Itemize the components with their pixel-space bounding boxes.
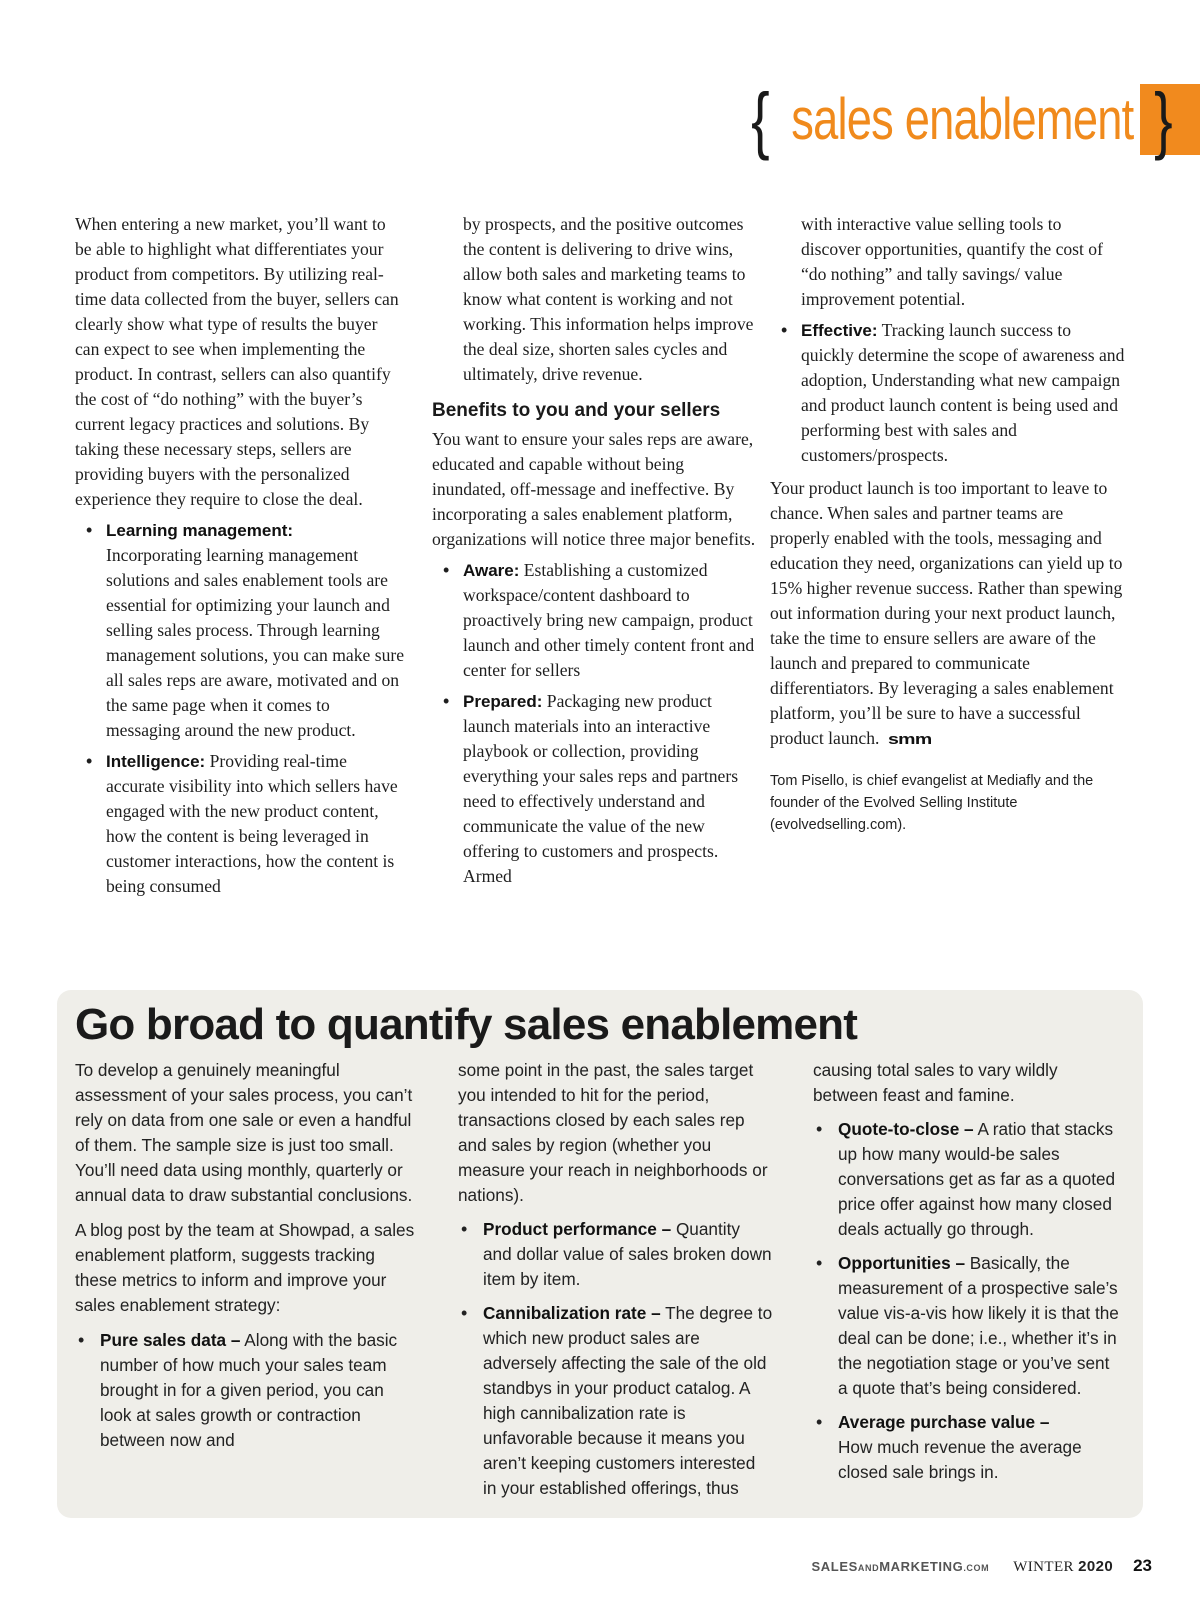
bullet-lead: Quote-to-close – bbox=[838, 1119, 974, 1139]
sidebar-bullet-list bbox=[813, 1058, 1123, 1485]
benefits-paragraph: You want to ensure your sales reps are aware, educated and capable without being inundated, off-message and ineffective. By incorporating a sales enablement platform, organizations will notice three major benefits. bbox=[432, 429, 756, 549]
sidebar-title: Go broad to quantify sales enablement bbox=[75, 1000, 858, 1049]
bullet-list bbox=[770, 318, 1125, 468]
continued-paragraph: with interactive value selling tools to discover opportunities, quantify the cost of “do nothing” and tally savings/ value improvement potential. bbox=[801, 214, 1103, 309]
site-name bbox=[812, 1559, 990, 1574]
list-item bbox=[770, 318, 1125, 468]
issue-season: WINTER bbox=[1013, 1559, 1074, 1575]
bullet-lead: Prepared: bbox=[463, 692, 543, 711]
bullet-text: Establishing a customized workspace/content dashboard to proactively bring new campaign, product launch and other timely content front and center for sellers bbox=[463, 560, 755, 680]
article-column-3 bbox=[770, 212, 1125, 836]
bullet-lead: Aware: bbox=[463, 561, 520, 580]
list-item bbox=[458, 1217, 773, 1292]
list-item bbox=[75, 1328, 415, 1453]
sidebar-column-1 bbox=[75, 1058, 415, 1462]
bullet-text: How much revenue the average closed sale brings in. bbox=[838, 1437, 1082, 1482]
bullet-lead: Intelligence: bbox=[106, 752, 206, 771]
continued-paragraph: by prospects, and the positive outcomes the content is delivering to drive wins, allow both sales and marketing teams to know what content is working and not working. This information helps improve the deal size, shorten sales cycles and ultimately, drive revenue. bbox=[463, 214, 754, 384]
sidebar-bullet-list bbox=[458, 1058, 773, 1501]
subhead: Benefits to you and your sellers bbox=[432, 400, 721, 421]
bullet-text: Providing real-time accurate visibility into which sellers have engaged with the new product content, how the content is being leveraged in customer interactions, how the content is being consumed bbox=[106, 751, 398, 896]
bullet-lead: Product performance – bbox=[483, 1219, 672, 1239]
bullet-text: causing total sales to vary wildly between feast and famine. bbox=[813, 1060, 1058, 1105]
bullet-lead: Opportunities – bbox=[838, 1253, 966, 1273]
bullet-text: Along with the basic number of how much your sales team brought in for a given period, you can look at sales growth or contraction between now and bbox=[100, 1330, 398, 1450]
bullet-lead: Average purchase value – bbox=[838, 1412, 1050, 1432]
site-name-part: SALES bbox=[811, 1559, 858, 1574]
bullet-text: Quantity and dollar value of sales broken down item by item. bbox=[483, 1219, 772, 1289]
closing-text: Your product launch is too important to leave to chance. When sales and partner teams are properly enabled with the tools, messaging and education they need, organizations can yield up to 15% higher revenue success. Rather than spewing out information during your next product launch, take the time to ensure sellers are aware of the launch and prepared to communicate differentiators. By leveraging a sales enablement platform, you’ll be sure to have a successful product launch. bbox=[770, 478, 1123, 748]
section-header bbox=[748, 77, 1200, 161]
bullet-list bbox=[75, 518, 405, 899]
bullet-lead: Cannibalization rate – bbox=[483, 1303, 661, 1323]
site-name-part: AND bbox=[857, 1563, 880, 1573]
section-label: sales enablement bbox=[790, 86, 1134, 152]
site-name-part: MARKETING bbox=[879, 1559, 964, 1574]
list-item bbox=[432, 689, 757, 889]
list-item bbox=[75, 749, 405, 899]
sidebar-column-2 bbox=[458, 1058, 773, 1510]
list-item bbox=[458, 1301, 773, 1501]
list-item bbox=[813, 1058, 1123, 1108]
article-column-1 bbox=[75, 212, 405, 905]
sidebar-paragraph: A blog post by the team at Showpad, a sales enablement platform, suggests tracking these metrics to inform and improve your sales enablement strategy: bbox=[75, 1220, 415, 1315]
bullet-list bbox=[432, 558, 757, 889]
article-column-2 bbox=[432, 212, 757, 895]
list-item bbox=[432, 558, 757, 683]
list-item bbox=[458, 1058, 773, 1208]
intro-paragraph: When entering a new market, you’ll want to be able to highlight what differentiates your product from competitors. By utilizing real-time data collected from the buyer, sellers can clearly show what type of results the buyer can expect to see when implementing the product. In contrast, sellers can also quantify the cost of “do nothing” with the buyer’s current legacy practices and solutions. By taking these necessary steps, sellers are providing buyers with the personalized experience they require to close the deal. bbox=[75, 214, 399, 509]
bullet-text: some point in the past, the sales target you intended to hit for the period, transactions closed by each sales rep and sales by region (whether you measure your reach in neighborhoods or nations). bbox=[458, 1060, 768, 1205]
issue-label bbox=[1013, 1558, 1113, 1576]
bullet-lead: Effective: bbox=[801, 321, 878, 340]
bullet-text: Incorporating learning management solutions and sales enablement tools are essential for optimizing your launch and selling sales process. Through learning management solutions, you can make sure all sales reps are aware, motivated and on the same page when it comes to messaging around the new product. bbox=[106, 545, 405, 740]
list-item bbox=[813, 1251, 1123, 1401]
bullet-text: Tracking launch success to quickly determine the scope of awareness and adoption, Understanding what new campaign and product launch content is being used and performing best with sales and customers/prospects. bbox=[801, 320, 1125, 465]
bullet-text: Basically, the measurement of a prospective sale’s value vis-a-vis how likely it is that the deal can be done; i.e., whether it’s in the negotiation stage or you’ve sent a quote that’s being considered. bbox=[838, 1253, 1119, 1398]
bullet-lead: Learning management: bbox=[106, 521, 294, 540]
right-brace: } bbox=[1154, 77, 1173, 161]
bullet-text: Packaging new product launch materials into an interactive playbook or collection, providing everything your sales reps and partners need to effectively understand and communicate the value of the new offering to customers and prospects. Armed bbox=[463, 691, 739, 886]
sidebar-paragraph: To develop a genuinely meaningful assessment of your sales process, you can’t rely on data from one sale or even a handful of them. The sample size is just too small. You’ll need data using monthly, quarterly or annual data to draw substantial conclusions. bbox=[75, 1060, 413, 1205]
sidebar-bullet-list bbox=[75, 1328, 415, 1453]
site-name-part: .COM bbox=[963, 1563, 990, 1573]
end-mark: smm bbox=[888, 731, 932, 748]
bullet-text: A ratio that stacks up how many would-be sales conversations get as far as a quoted price offer against how many closed deals actually go through. bbox=[838, 1119, 1116, 1239]
list-item bbox=[75, 518, 405, 743]
closing-paragraph bbox=[770, 476, 1125, 752]
sidebar-column-3 bbox=[813, 1058, 1123, 1494]
issue-year: 2020 bbox=[1078, 1558, 1114, 1575]
bullet-text: The degree to which new product sales are adversely affecting the sale of the old standbys in your product catalog. A high cannibalization rate is unfavorable because it means you aren’t keeping customers interested in your established offerings, thus bbox=[483, 1303, 773, 1498]
bullet-lead: Pure sales data – bbox=[100, 1330, 241, 1350]
page-footer bbox=[812, 1556, 1152, 1576]
page-number: 23 bbox=[1133, 1556, 1152, 1575]
left-brace: { bbox=[751, 77, 770, 161]
list-item bbox=[813, 1410, 1123, 1485]
author-bio: Tom Pisello, is chief evangelist at Mediafly and the founder of the Evolved Selling Institute (evolvedselling.com). bbox=[770, 773, 1094, 833]
list-item bbox=[813, 1117, 1123, 1242]
